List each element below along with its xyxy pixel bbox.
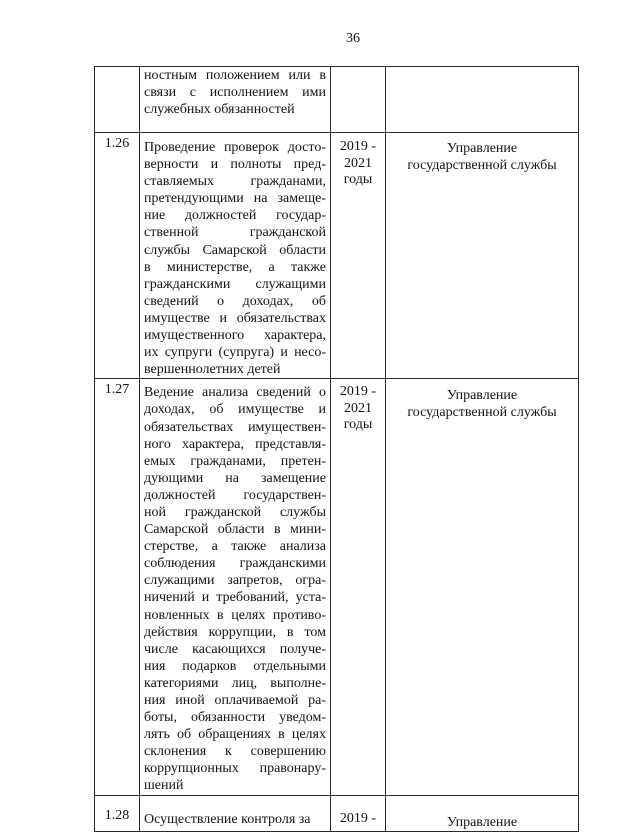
- description-line: Ведение анализа сведений о: [144, 385, 326, 401]
- implementation-period: [331, 379, 386, 795]
- description-line: емых гражданами, претен-: [144, 453, 326, 469]
- period-line: 2019 -: [339, 810, 377, 826]
- implementation-period: [331, 133, 386, 379]
- description-line: Самарской области в мини-: [144, 522, 326, 538]
- description-line: шений: [144, 778, 184, 794]
- item-number: 1.28: [95, 795, 140, 832]
- implementation-period: [331, 67, 386, 133]
- description-line: их супруги (супруга) и несо-: [144, 345, 326, 361]
- measures-table: [94, 66, 579, 832]
- description-line: склонения к совершению: [144, 744, 326, 760]
- description-line: верности и полноты пред-: [144, 157, 326, 173]
- responsible-unit: [386, 795, 579, 832]
- table-row: [95, 133, 579, 379]
- table-row: [95, 379, 579, 795]
- responsible-line: Управление: [446, 388, 518, 404]
- description-line: ной гражданской службы: [144, 504, 326, 520]
- responsible-unit: [386, 379, 579, 795]
- description-line: претендующими на замеще-: [144, 191, 326, 207]
- period-line: годы: [343, 417, 373, 433]
- period-line: 2021: [344, 155, 372, 171]
- description-line: ния иной оплачиваемой ра-: [144, 693, 326, 708]
- responsible-line: Управление: [446, 141, 518, 156]
- description-line: новленных в целях противо-: [144, 607, 326, 623]
- item-number: [95, 67, 140, 133]
- responsible-line: государственной службы: [407, 157, 557, 173]
- description-line: сведений о доходах, об: [144, 293, 326, 309]
- description-line: имущественного характера,: [144, 328, 326, 344]
- measure-description: [140, 133, 331, 379]
- description-line: служащими запретов, огра-: [144, 573, 326, 589]
- period-line: 2019 -: [339, 139, 377, 154]
- description-line: имуществе и обязательствах: [144, 310, 326, 326]
- description-line: боты, обязанности уведом-: [144, 710, 326, 726]
- description-line: ного характера, представля-: [144, 436, 326, 452]
- description-line: обязательствах имуществен-: [144, 419, 326, 435]
- measure-description: [140, 379, 331, 795]
- description-line: ничений и требований, уста-: [144, 590, 326, 606]
- responsible-unit: [386, 67, 579, 133]
- table-row: [95, 67, 579, 133]
- description-line: числе касающихся получе-: [144, 641, 326, 657]
- measure-description: [140, 795, 331, 832]
- description-line: ставляемых гражданами,: [144, 174, 326, 190]
- description-line: в министерстве, а также: [144, 259, 326, 275]
- description-line: лять об обращениях в целях: [144, 727, 326, 743]
- description-line: доходах, об имуществе и: [144, 402, 326, 418]
- description-line: связи с исполнением ими: [144, 85, 326, 101]
- description-line: Осуществление контроля за: [144, 811, 311, 827]
- description-line: ния подарков отдельными: [144, 658, 326, 674]
- description-line: стерстве, а также анализа: [144, 539, 326, 555]
- description-line: категориями лиц, выполне-: [144, 675, 326, 691]
- description-line: службы Самарской области: [144, 242, 326, 258]
- description-line: коррупционных правонару-: [144, 761, 326, 777]
- description-line: ние должностей государ-: [144, 208, 326, 224]
- page-number: 36: [346, 31, 360, 46]
- description-line: соблюдения гражданскими: [144, 556, 326, 572]
- table-row: [95, 795, 579, 832]
- description-line: Проведение проверок досто-: [144, 140, 326, 155]
- description-line: должностей государствен-: [144, 487, 326, 503]
- period-line: годы: [343, 172, 373, 187]
- measure-description: [140, 67, 331, 133]
- description-line: гражданскими служащими: [144, 276, 326, 292]
- responsible-line: Управление: [446, 814, 518, 830]
- description-line: вершеннолетних детей: [144, 362, 281, 378]
- description-line: ственной гражданской: [144, 225, 326, 241]
- description-line: действия коррупции, в том: [144, 624, 326, 640]
- implementation-period: [331, 795, 386, 832]
- description-line: дующими на замещение: [144, 470, 326, 486]
- item-number: 1.27: [95, 379, 140, 795]
- item-number: 1.26: [95, 133, 140, 379]
- period-line: 2019 -: [339, 384, 377, 400]
- period-line: 2021: [344, 400, 372, 416]
- responsible-unit: [386, 133, 579, 379]
- description-line: ностным положением или в: [144, 68, 326, 83]
- description-line: служебных обязанностей: [144, 102, 295, 118]
- responsible-line: государственной службы: [407, 405, 557, 421]
